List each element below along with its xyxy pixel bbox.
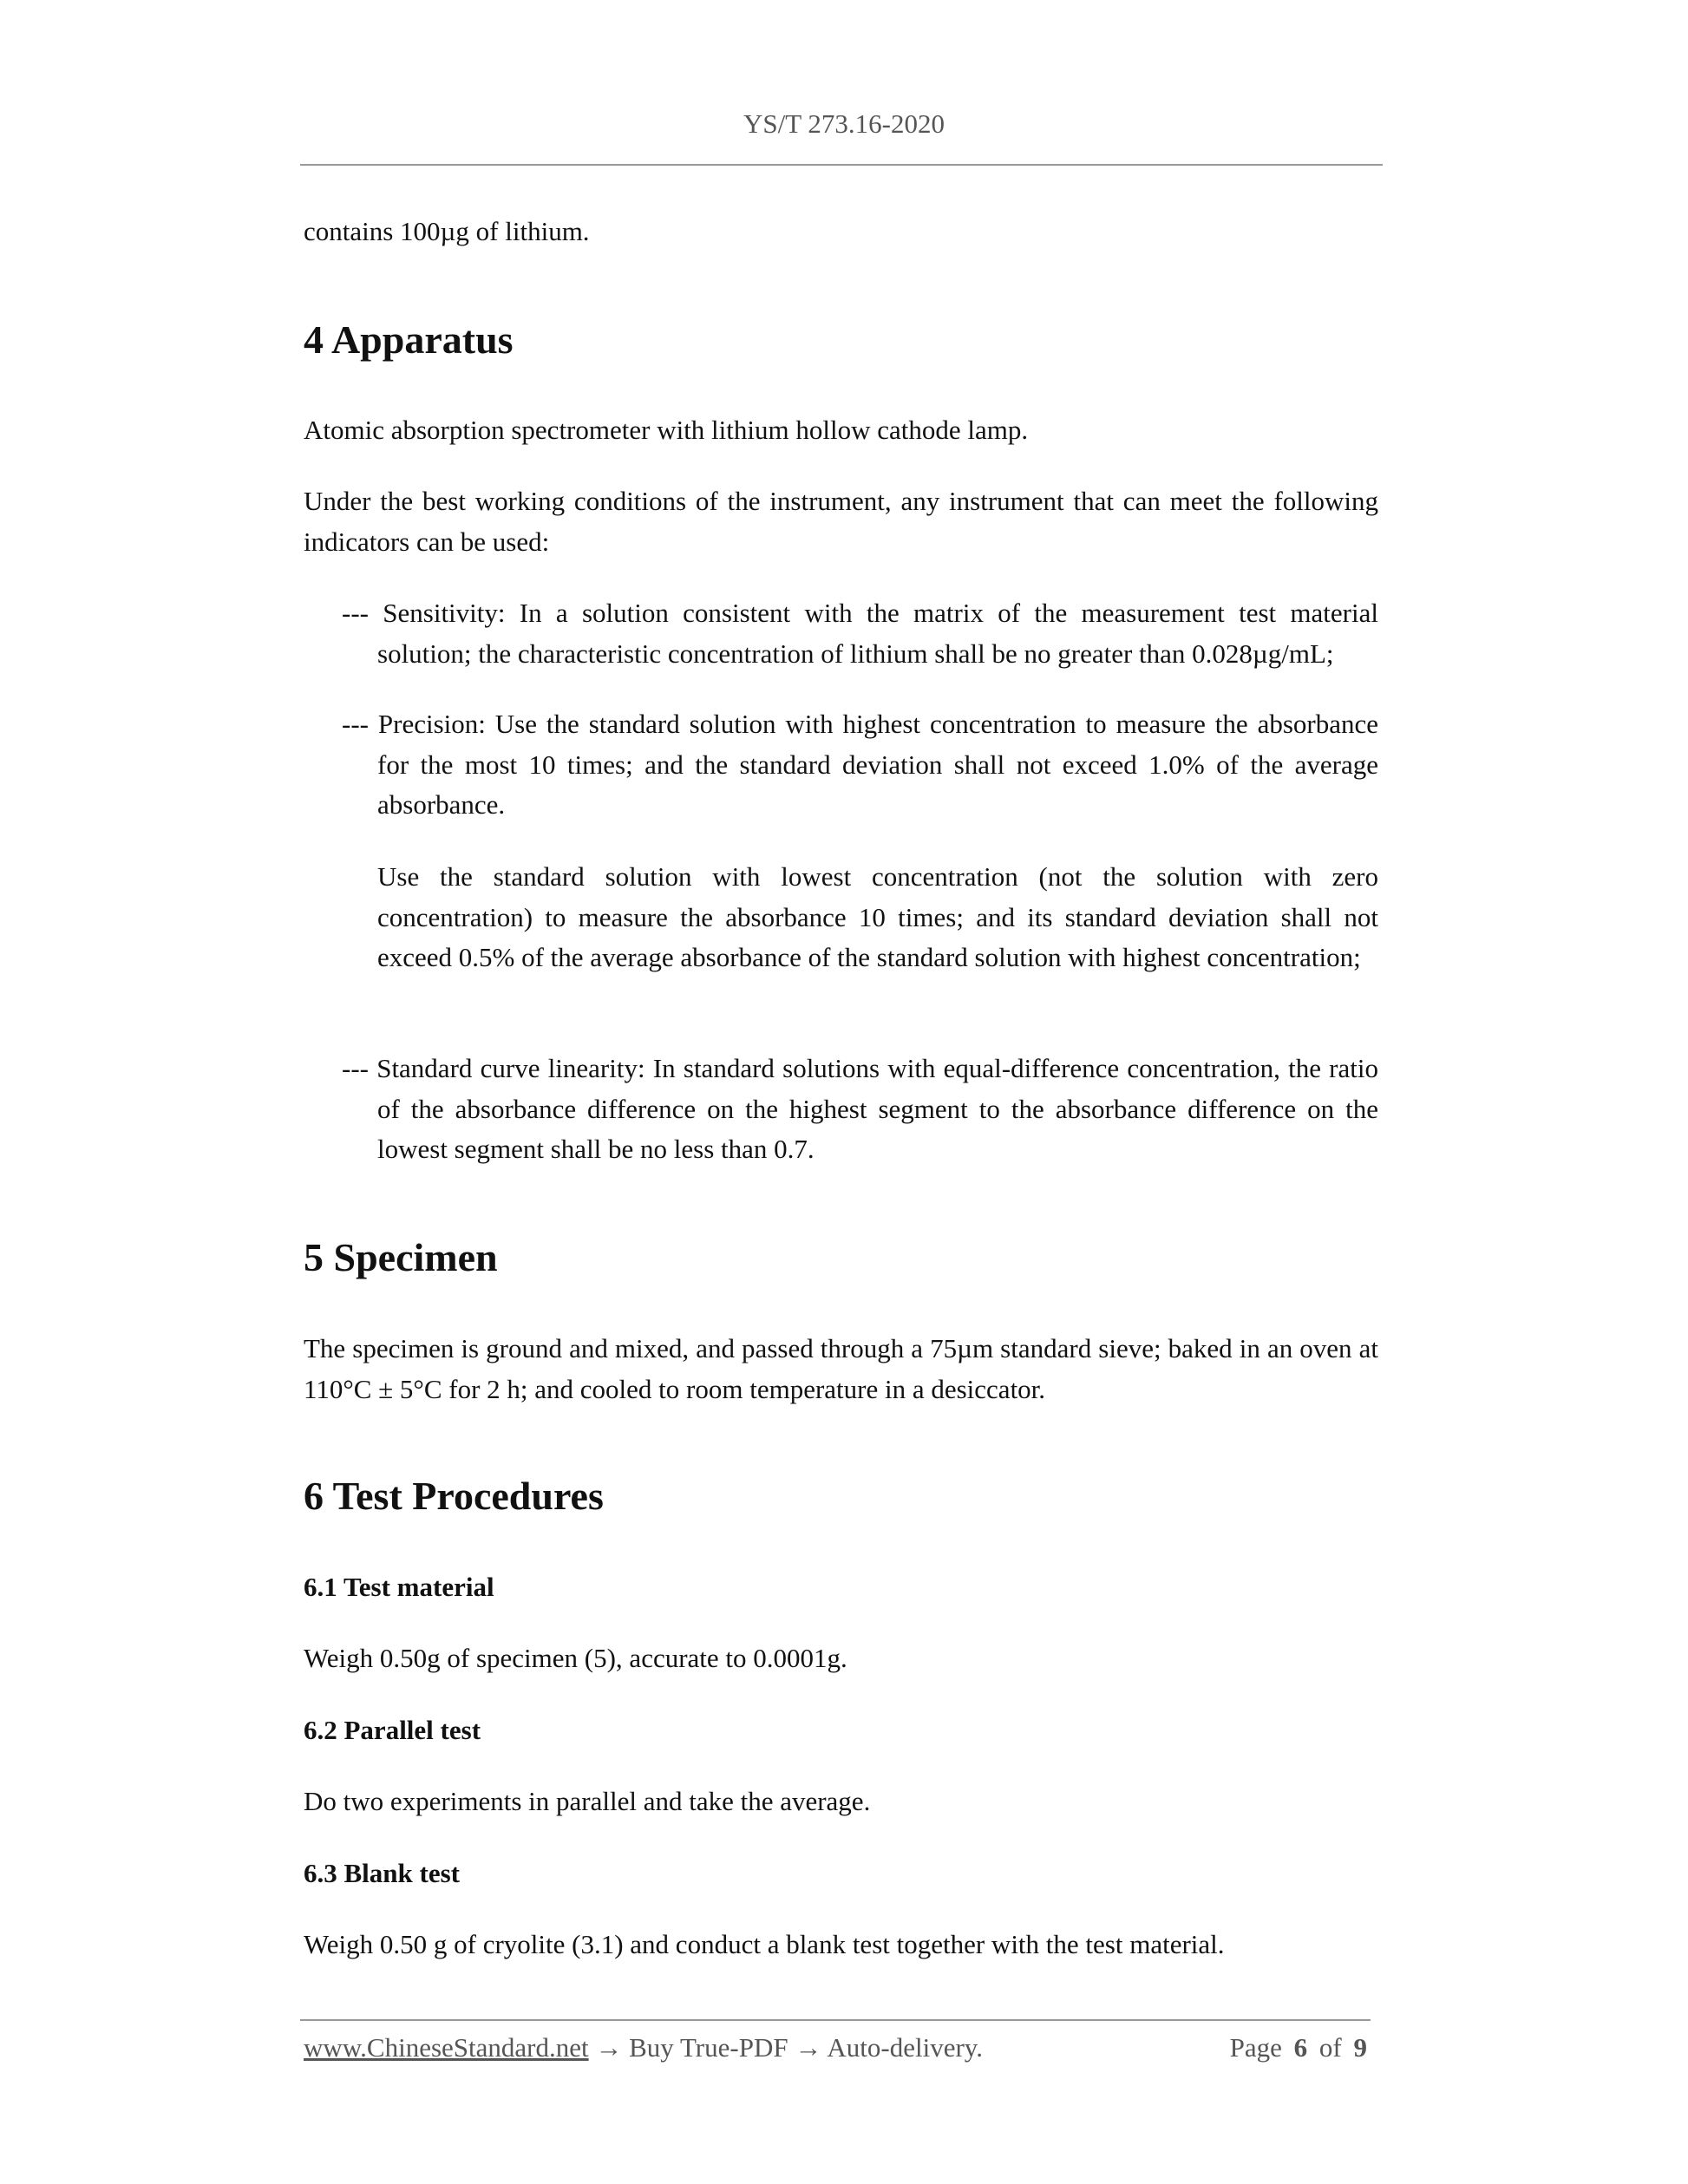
section-heading-4: 4 Apparatus: [304, 317, 514, 362]
auto-delivery-text: Auto-delivery.: [827, 2032, 984, 2063]
arrow-right-icon: →: [595, 2032, 623, 2063]
buy-true-pdf-text: Buy True-PDF: [629, 2032, 788, 2063]
subsection-heading-6-2: 6.2 Parallel test: [304, 1715, 481, 1745]
website-link[interactable]: www.ChineseStandard.net: [304, 2032, 589, 2063]
list-item-sensitivity: --- Sensitivity: In a solution consistent with the matrix of the measurement test material solution; the characteristic concentration of lithium shall be no greater than 0.028µg/mL;: [342, 598, 1378, 669]
paragraph-precision-continued: Use the standard solution with lowest concentration (not the solution with zero concentration) to measure the absorbance 10 times; and its standard deviation shall not exceed 0.5% of the average absorbance of the standard solution with highest concentration;: [377, 861, 1378, 972]
arrow-right-icon: →: [795, 2032, 822, 2063]
section-heading-6: 6 Test Procedures: [304, 1474, 604, 1518]
of-label: of: [1318, 2032, 1342, 2063]
page-number: [1230, 2032, 1367, 2063]
paragraph: Weigh 0.50g of specimen (5), accurate to 0.0001g.: [304, 1643, 847, 1673]
paragraph: Atomic absorption spectrometer with lithium hollow cathode lamp.: [304, 415, 1029, 445]
subsection-heading-6-3: 6.3 Blank test: [304, 1858, 460, 1888]
paragraph: Under the best working conditions of the instrument, any instrument that can meet the following indicators can be used:: [304, 486, 1378, 557]
list-item-linearity: --- Standard curve linearity: In standard solutions with equal-difference concentration, the ratio of the absorbance difference on the highest segment to the absorbance difference on the lowest segment shall be no less than 0.7.: [342, 1053, 1378, 1164]
document-id-header: YS/T 273.16-2020: [743, 108, 945, 139]
footer-links: [304, 2032, 983, 2063]
section-heading-5: 5 Specimen: [304, 1235, 498, 1279]
paragraph: Do two experiments in parallel and take the average.: [304, 1786, 871, 1816]
total-pages: 9: [1353, 2032, 1367, 2063]
list-item-precision: --- Precision: Use the standard solution with highest concentration to measure the absorbance for the most 10 times; and the standard deviation shall not exceed 1.0% of the average absorbance.: [342, 709, 1378, 820]
paragraph: contains 100µg of lithium.: [304, 216, 590, 246]
footer-divider: [300, 2019, 1371, 2021]
current-page: 6: [1293, 2032, 1308, 2063]
subsection-heading-6-1: 6.1 Test material: [304, 1572, 494, 1602]
paragraph: The specimen is ground and mixed, and passed through a 75µm standard sieve; baked in an oven at 110°C ± 5°C for 2 h; and cooled to room temperature in a desiccator.: [304, 1333, 1378, 1404]
header-divider: [300, 164, 1383, 166]
page-label: Page: [1229, 2032, 1282, 2063]
paragraph: Weigh 0.50 g of cryolite (3.1) and conduct a blank test together with the test material.: [304, 1929, 1225, 1959]
